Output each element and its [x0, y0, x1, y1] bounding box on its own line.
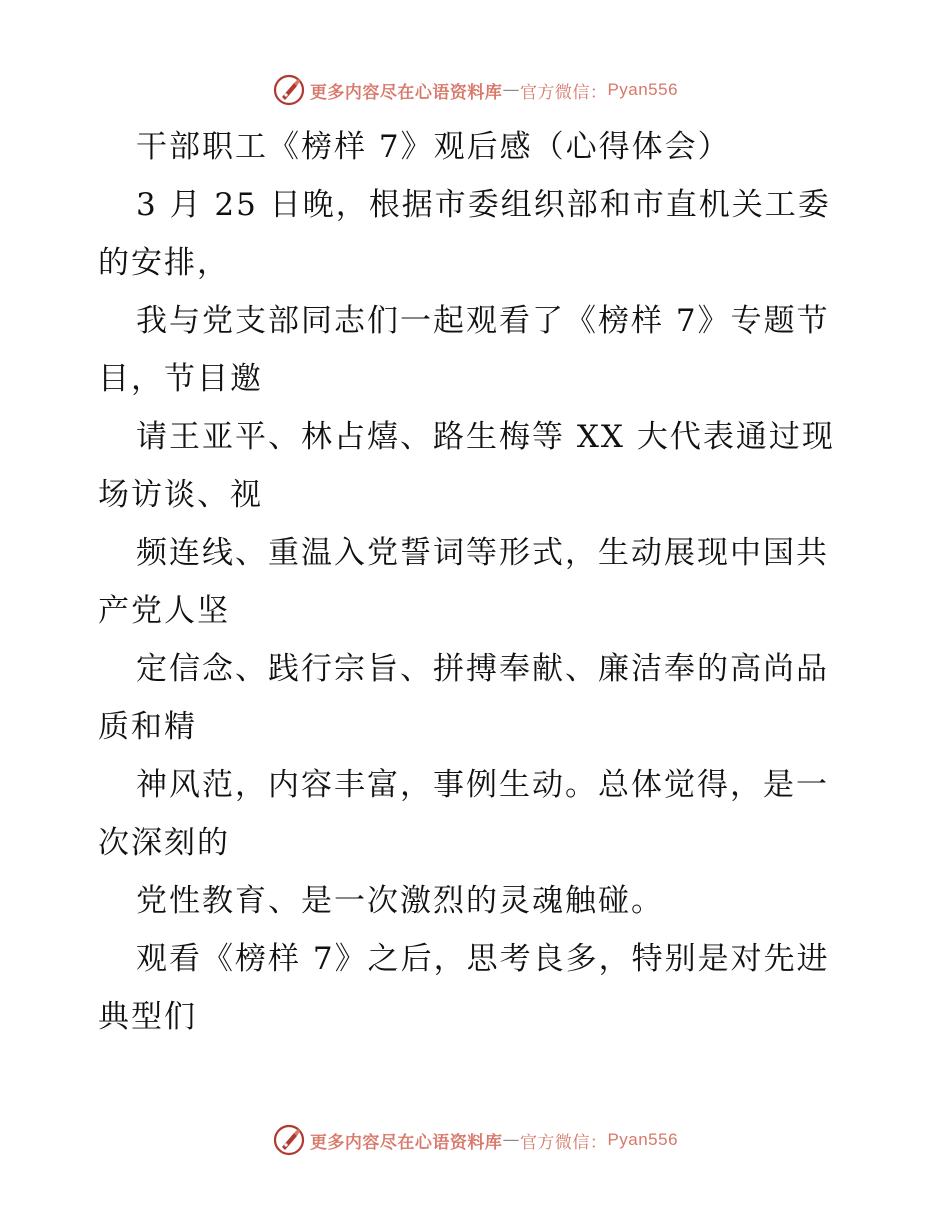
text-line: 频连线、重温入党誓词等形式，生动展现中国共 [136, 535, 829, 571]
text-line: 次深刻的 [98, 825, 230, 861]
text-line: 目，节目邀 [98, 361, 263, 397]
text-line: 产党人坚 [98, 593, 230, 629]
text-line: 观看《榜样 7》之后，思考良多，特别是对先进 [136, 941, 830, 977]
watermark-contact-id: Pyan556 [607, 80, 679, 99]
watermark-main-text: 更多内容尽在心语资料库 [309, 1132, 503, 1153]
header-watermark [0, 70, 950, 110]
watermark-contact-label: 官方微信： [519, 1132, 608, 1153]
watermark-contact-id: Pyan556 [607, 1130, 679, 1149]
text-line: 党性教育、是一次激烈的灵魂触碰。 [136, 883, 664, 919]
document-body [98, 118, 858, 1046]
text-line: 我与党支部同志们一起观看了《榜样 7》专题节 [136, 303, 830, 339]
pen-nib-seal-icon [272, 73, 306, 107]
watermark-main-text: 更多内容尽在心语资料库 [309, 82, 503, 103]
text-line: 干部职工《榜样 7》观后感（心得体会） [136, 129, 731, 165]
text-line: 的安排， [98, 245, 230, 281]
footer-watermark [0, 1120, 950, 1160]
pen-nib-seal-icon [272, 1123, 306, 1157]
watermark-separator: — [502, 1130, 520, 1150]
text-line: 3 月 25 日晚，根据市委组织部和市直机关工委 [136, 187, 831, 223]
watermark-separator: — [502, 80, 520, 100]
watermark-contact-label: 官方微信： [519, 82, 608, 103]
text-line: 典型们 [98, 999, 197, 1035]
text-line: 请王亚平、林占熺、路生梅等 XX 大代表通过现 [136, 419, 835, 455]
text-line: 神风范，内容丰富，事例生动。总体觉得，是一 [136, 767, 829, 803]
text-line: 质和精 [98, 709, 197, 745]
text-line: 定信念、践行宗旨、拼搏奉献、廉洁奉的高尚品 [136, 651, 829, 687]
text-line: 场访谈、视 [98, 477, 263, 513]
